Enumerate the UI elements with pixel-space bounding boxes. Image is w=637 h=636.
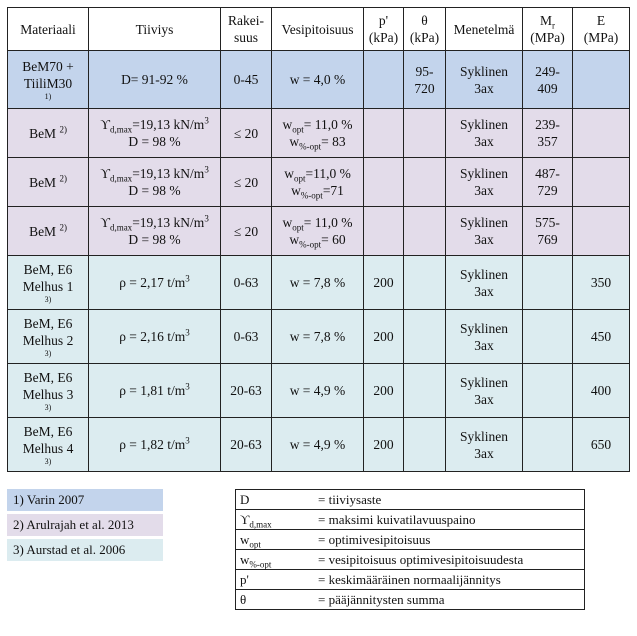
cell-tiiviys: $ϒ_{d,max}=19,13$ $kN/m^3$ D = 98 % [89,158,221,207]
cell-menetelma: Syklinen 3ax [446,158,523,207]
cell-materiaali: BeM, E6 Melhus 3 3) [8,364,89,418]
cell-rakeisuus: 0-45 [221,51,272,109]
table-row [8,364,630,418]
def-row [236,530,585,550]
def-row [236,490,585,510]
def-row [236,510,585,530]
cell-p: 200 [364,256,404,310]
cell-vesipitoisuus: w = 4,9 % [272,418,364,472]
cell-materiaali: BeM $^{2)}$ [8,158,89,207]
cell-p [364,51,404,109]
def-symbol: p' [236,570,315,590]
def-symbol: $ϒ_{d,max}$ [236,510,315,530]
def-symbol: $w_{\%-opt}$ [236,550,315,570]
col-mr: $M_r$ (MPa) [523,8,573,51]
def-row [236,590,585,610]
col-e: E (MPa) [573,8,630,51]
table-row [8,418,630,472]
cell-materiaali: BeM, E6 Melhus 2 3) [8,310,89,364]
cell-theta: 95- 720 [404,51,446,109]
cell-mr [523,310,573,364]
def-text: = maksimi kuivatilavuuspaino [314,510,585,530]
cell-materiaali: BeM, E6 Melhus 4 3) [8,418,89,472]
cell-menetelma: Syklinen 3ax [446,207,523,256]
def-symbol: $w_{opt}$ [236,530,315,550]
cell-rakeisuus: 0-63 [221,256,272,310]
materials-table [7,7,630,472]
cell-vesipitoisuus: $w_{opt}=11,0$ % $w_{\%-opt}=71$ [272,158,364,207]
cell-vesipitoisuus: w = 4,9 % [272,364,364,418]
cell-mr [523,364,573,418]
header-row [8,8,630,51]
cell-rakeisuus: ≤ 20 [221,109,272,158]
legend-item-aurstad: 3) Aurstad et al. 2006 [7,539,163,561]
def-text: = keskimääräinen normaalijännitys [314,570,585,590]
cell-menetelma: Syklinen 3ax [446,109,523,158]
cell-p [364,207,404,256]
legend-item-varin: 1) Varin 2007 [7,489,163,511]
table-row [8,207,630,256]
cell-menetelma: Syklinen 3ax [446,51,523,109]
cell-mr: 239- 357 [523,109,573,158]
cell-tiiviys: ρ = 1,82 $t/m^3$ [89,418,221,472]
cell-e [573,109,630,158]
cell-p: 200 [364,364,404,418]
cell-vesipitoisuus: $w_{opt}= 11,0$ % $w_{\%-opt}= 83$ [272,109,364,158]
table-row [8,51,630,109]
def-text: = vesipitoisuus optimivesipitoisuudesta [314,550,585,570]
col-menetelma: Menetelmä [446,8,523,51]
cell-tiiviys: ρ = 1,81 $t/m^3$ [89,364,221,418]
cell-e: 350 [573,256,630,310]
def-symbol: D [236,490,315,510]
cell-theta [404,158,446,207]
col-vesipitoisuus: Vesipitoisuus [272,8,364,51]
table-row [8,109,630,158]
symbol-definitions [235,489,585,610]
cell-tiiviys: ρ = 2,16 $t/m^3$ [89,310,221,364]
cell-rakeisuus: ≤ 20 [221,207,272,256]
col-tiiviys: Tiiviys [89,8,221,51]
cell-e [573,207,630,256]
cell-p [364,109,404,158]
cell-materiaali: BeM70 + TiiliM30 1) [8,51,89,109]
cell-e: 450 [573,310,630,364]
cell-tiiviys: $ϒ_{d,max}=19,13$ $kN/m^3$ D = 98 % [89,207,221,256]
cell-rakeisuus: 0-63 [221,310,272,364]
def-text: = tiiviysaste [314,490,585,510]
cell-vesipitoisuus: w = 4,0 % [272,51,364,109]
cell-rakeisuus: 20-63 [221,418,272,472]
table-row [8,158,630,207]
def-text: = pääjännitysten summa [314,590,585,610]
def-symbol: θ [236,590,315,610]
cell-menetelma: Syklinen 3ax [446,364,523,418]
cell-menetelma: Syklinen 3ax [446,256,523,310]
cell-theta [404,109,446,158]
cell-tiiviys: ρ = 2,17 $t/m^3$ [89,256,221,310]
cell-materiaali: BeM $^{2)}$ [8,109,89,158]
cell-e: 400 [573,364,630,418]
def-row [236,550,585,570]
cell-materiaali: BeM $^{2)}$ [8,207,89,256]
def-row [236,570,585,590]
cell-tiiviys: $ϒ_{d,max}=19,13$ $kN/m^3$ D = 98 % [89,109,221,158]
cell-e [573,158,630,207]
cell-tiiviys: D= 91-92 % [89,51,221,109]
legend-item-arulrajah: 2) Arulrajah et al. 2013 [7,514,163,536]
cell-mr: 575- 769 [523,207,573,256]
cell-materiaali: BeM, E6 Melhus 1 3) [8,256,89,310]
cell-p [364,158,404,207]
cell-vesipitoisuus: w = 7,8 % [272,310,364,364]
cell-vesipitoisuus: w = 7,8 % [272,256,364,310]
cell-p: 200 [364,310,404,364]
cell-theta [404,310,446,364]
cell-rakeisuus: 20-63 [221,364,272,418]
cell-mr: 487- 729 [523,158,573,207]
cell-rakeisuus: ≤ 20 [221,158,272,207]
cell-mr [523,256,573,310]
cell-menetelma: Syklinen 3ax [446,418,523,472]
cell-e: 650 [573,418,630,472]
cell-mr [523,418,573,472]
cell-menetelma: Syklinen 3ax [446,310,523,364]
cell-theta [404,418,446,472]
col-materiaali: Materiaali [8,8,89,51]
cell-p: 200 [364,418,404,472]
table-row [8,256,630,310]
reference-legend [7,489,163,564]
cell-e [573,51,630,109]
cell-vesipitoisuus: $w_{opt}= 11,0$ % $w_{\%-opt}= 60$ [272,207,364,256]
cell-mr: 249- 409 [523,51,573,109]
cell-theta [404,207,446,256]
cell-theta [404,364,446,418]
def-text: = optimivesipitoisuus [314,530,585,550]
col-rakeisuus: Rakei- suus [221,8,272,51]
col-p: p' (kPa) [364,8,404,51]
col-theta: θ (kPa) [404,8,446,51]
table-row [8,310,630,364]
cell-theta [404,256,446,310]
